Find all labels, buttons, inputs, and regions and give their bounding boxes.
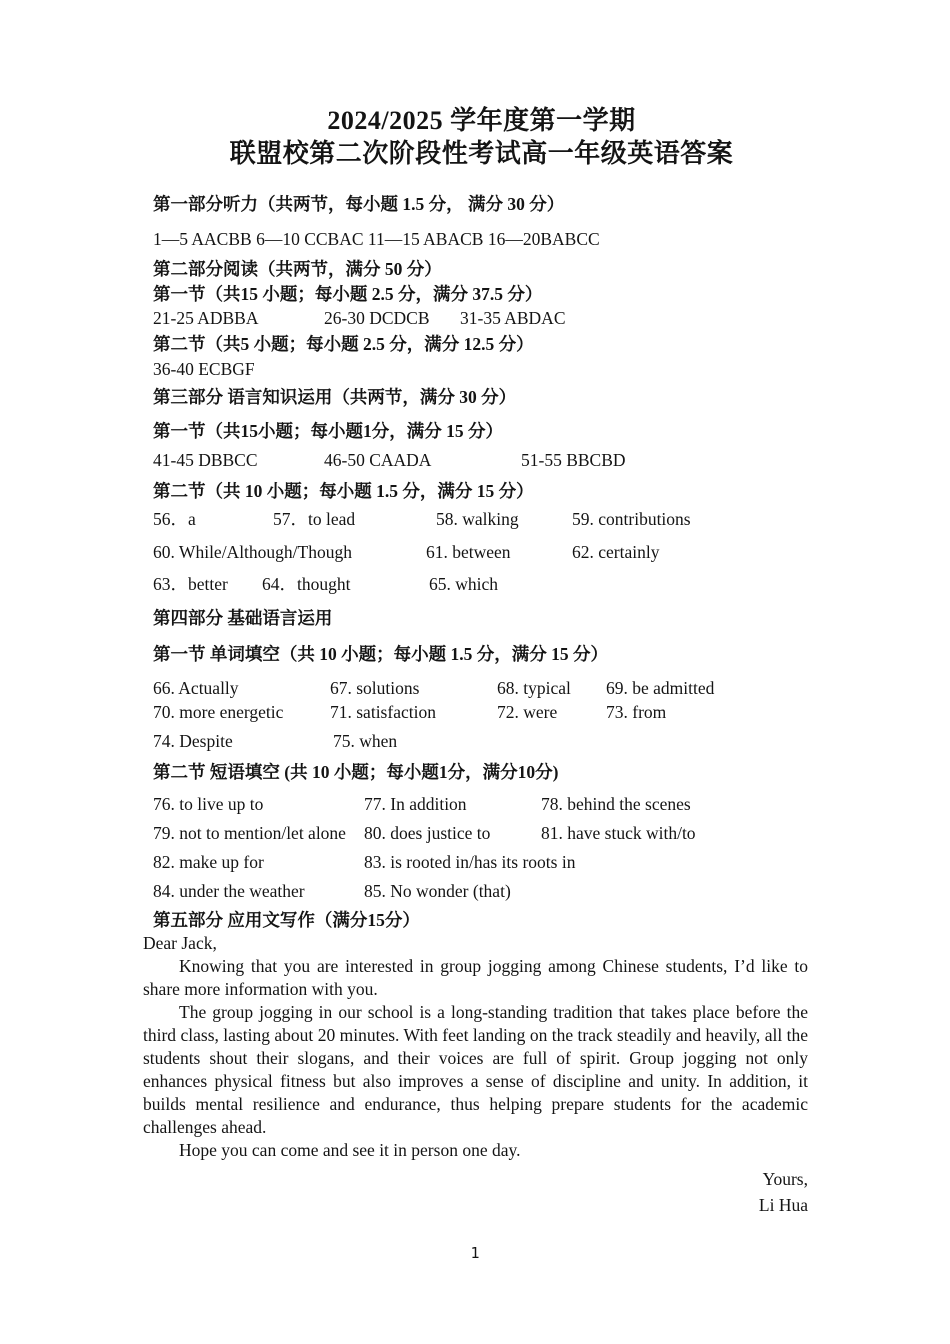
document-title-line2: 联盟校第二次阶段性考试高一年级英语答案 [229, 139, 734, 168]
part4-section1-row3 [153, 729, 810, 753]
part4-section2-row4 [153, 879, 810, 903]
answer-item: 58. walking [436, 509, 519, 529]
answer-range: 31-35 ABDAC [460, 308, 566, 328]
part5-heading: 第五部分 应用文写作（满分15分） [153, 910, 420, 930]
answer-item: 81. have stuck with/to [541, 823, 696, 843]
part4-section1-row1 [153, 676, 810, 700]
answer-item: 77. In addition [364, 794, 467, 814]
answer-item: 66. Actually [153, 678, 239, 698]
part3-section2-row1 [153, 507, 810, 531]
answer-item: 75. when [333, 731, 398, 751]
part4-heading: 第四部分 基础语言运用 [153, 608, 333, 628]
answer-item: 85. No wonder (that) [364, 881, 511, 901]
letter-closing-block [143, 1166, 808, 1218]
answer-item: 76. to live up to [153, 794, 264, 814]
part4-section2-row3 [153, 850, 810, 874]
answer-item: 74. Despite [153, 731, 233, 751]
answer-item: 56．a [153, 509, 196, 529]
part3-section2-heading: 第二节（共 10 小题；每小题 1.5 分，满分 15 分） [153, 481, 534, 501]
letter-signature: Li Hua [758, 1195, 808, 1215]
answer-range: 21-25 ADBBA [153, 308, 259, 328]
sample-letter [143, 932, 808, 1218]
part2-section1-answer-row [153, 306, 810, 330]
answer-item: 70. more energetic [153, 702, 284, 722]
part3-section1-heading: 第一节（共15小题；每小题1分，满分 15 分） [153, 421, 503, 441]
part3-section2-row3 [153, 572, 810, 596]
part3-heading: 第三部分 语言知识运用（共两节，满分 30 分） [153, 387, 517, 407]
answer-item: 65. which [429, 574, 499, 594]
answer-range: 26-30 DCDCB [324, 308, 430, 328]
answer-item: 83. is rooted in/has its roots in [364, 852, 576, 872]
part2-section2-answers: 36-40 ECBGF [153, 359, 255, 379]
part4-section1-row2 [153, 700, 810, 724]
answer-item: 68. typical [497, 678, 571, 698]
answer-item: 72. were [497, 702, 558, 722]
answer-item: 67. solutions [330, 678, 420, 698]
answer-item: 61. between [426, 542, 511, 562]
letter-paragraph-3: Hope you can come and see it in person one day. [179, 1140, 521, 1160]
part4-section2-heading: 第二节 短语填空 (共 10 小题；每小题1分，满分10分) [153, 762, 559, 782]
answer-item: 57．to lead [273, 509, 356, 529]
answer-item: 60. While/Although/Though [153, 542, 352, 562]
answer-item: 79. not to mention/let alone [153, 823, 346, 843]
answer-item: 78. behind the scenes [541, 794, 691, 814]
part2-section2-heading: 第二节（共5 小题；每小题 2.5 分，满分 12.5 分） [153, 334, 534, 354]
answer-item: 84. under the weather [153, 881, 305, 901]
part1-listening-answers: 1—5 AACBB 6—10 CCBAC 11—15 ABACB 16—20BABCC [153, 229, 600, 249]
part1-heading: 第一部分听力（共两节，每小题 1.5 分， 满分 30 分） [153, 194, 565, 214]
answer-item: 73. from [606, 702, 667, 722]
part3-section1-answer-row [153, 448, 810, 472]
part4-section2-row1 [153, 792, 810, 816]
letter-closing: Yours, [762, 1169, 808, 1189]
answer-range: 41-45 DBBCC [153, 450, 258, 470]
answer-range: 46-50 CAADA [324, 450, 432, 470]
answer-item: 71. satisfaction [330, 702, 436, 722]
letter-paragraph-2: The group jogging in our school is a long-standing tradition that takes place before the third class, lasting about 20 minutes. With feet landing on the track steadily and heavily, all the students shout their slogans, and their voices are full of spirit. Group jogging not only enhances physical fitness but also improves a sense of discipline and unity. In addition, it builds mental resilience and endurance, thus helping prepare students for the academic challenges ahead. [143, 1002, 808, 1137]
part3-section2-row2 [153, 540, 810, 564]
part4-section2-row2 [153, 821, 810, 845]
document-title-line1: 2024/2025 学年度第一学期 [327, 106, 636, 135]
part2-section1-heading: 第一节（共15 小题；每小题 2.5 分，满分 37.5 分） [153, 284, 543, 304]
part2-heading: 第二部分阅读（共两节，满分 50 分） [153, 259, 442, 279]
letter-paragraph-1: Knowing that you are interested in group jogging among Chinese students, I’d like to share more information with you. [143, 956, 808, 999]
answer-item: 82. make up for [153, 852, 264, 872]
page-number: 1 [470, 1244, 480, 1262]
answer-item: 63．better [153, 574, 228, 594]
part4-section1-heading: 第一节 单词填空（共 10 小题；每小题 1.5 分，满分 15 分） [153, 644, 608, 664]
answer-item: 80. does justice to [364, 823, 491, 843]
answer-item: 59. contributions [572, 509, 691, 529]
answer-item: 62. certainly [572, 542, 660, 562]
answer-item: 64．thought [262, 574, 351, 594]
answer-range: 51-55 BBCBD [521, 450, 626, 470]
letter-salutation: Dear Jack, [143, 933, 217, 953]
answer-item: 69. be admitted [606, 678, 715, 698]
